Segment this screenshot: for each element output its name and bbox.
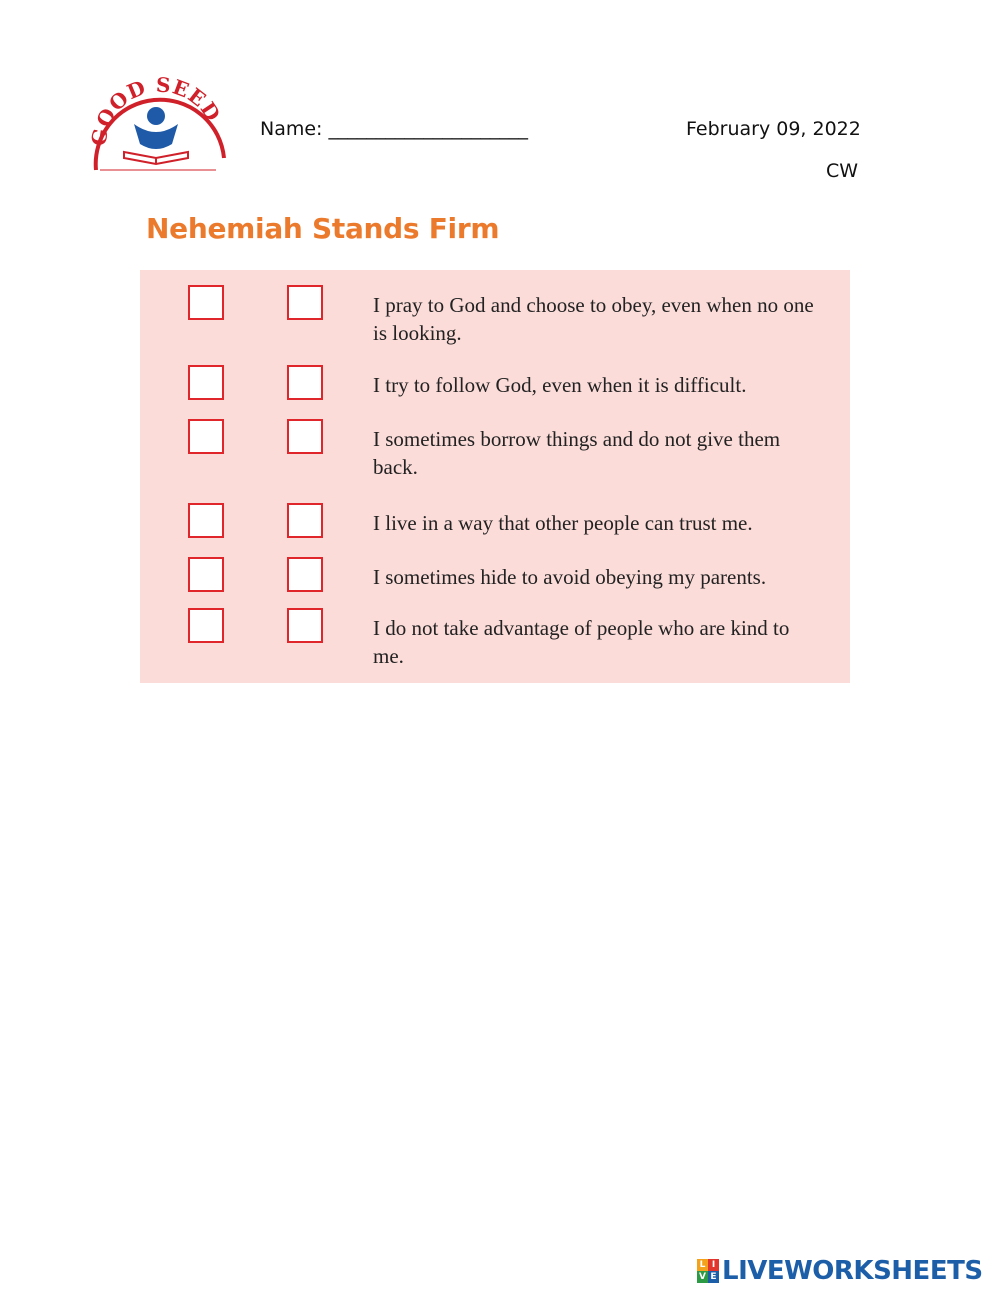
checkbox-second-column[interactable] (287, 285, 323, 320)
checkbox-first-column[interactable] (188, 365, 224, 400)
worksheet-title: Nehemiah Stands Firm (146, 212, 500, 245)
checkbox-first-column[interactable] (188, 503, 224, 538)
liveworksheets-logo-icon (697, 1259, 719, 1283)
worksheet-code: CW (826, 160, 859, 182)
brand-icon-letter: L (697, 1259, 708, 1271)
statement-text: I pray to God and choose to obey, even when no one is looking. (373, 293, 814, 345)
liveworksheets-brand (697, 1256, 983, 1286)
brand-icon-letter: E (708, 1271, 719, 1283)
brand-icon-letter: I (708, 1259, 719, 1271)
brand-name: LIVEWORKSHEETS (722, 1256, 983, 1286)
statement-text: I do not take advantage of people who are kind to me. (373, 616, 790, 668)
checkbox-first-column[interactable] (188, 419, 224, 454)
checkbox-second-column[interactable] (287, 503, 323, 538)
statements-panel (140, 270, 850, 683)
checkbox-first-column[interactable] (188, 557, 224, 592)
checkbox-second-column[interactable] (287, 608, 323, 643)
statement-text: I sometimes borrow things and do not give them back. (373, 427, 781, 479)
checkbox-first-column[interactable] (188, 285, 224, 320)
statement-text: I sometimes hide to avoid obeying my parents. (373, 565, 767, 589)
checkbox-second-column[interactable] (287, 419, 323, 454)
good-seed-seal-icon (86, 70, 228, 178)
svg-text:GOOD SEED: GOOD SEED (86, 72, 226, 148)
school-logo (86, 70, 228, 178)
brand-icon-letter: V (697, 1271, 708, 1283)
statement-text: I live in a way that other people can trust me. (373, 511, 753, 535)
worksheet-date: February 09, 2022 (686, 118, 861, 140)
name-field-label: Name: _____________________ (260, 118, 528, 140)
checkbox-second-column[interactable] (287, 365, 323, 400)
checkbox-second-column[interactable] (287, 557, 323, 592)
statement-text: I try to follow God, even when it is difficult. (373, 373, 747, 397)
checkbox-first-column[interactable] (188, 608, 224, 643)
